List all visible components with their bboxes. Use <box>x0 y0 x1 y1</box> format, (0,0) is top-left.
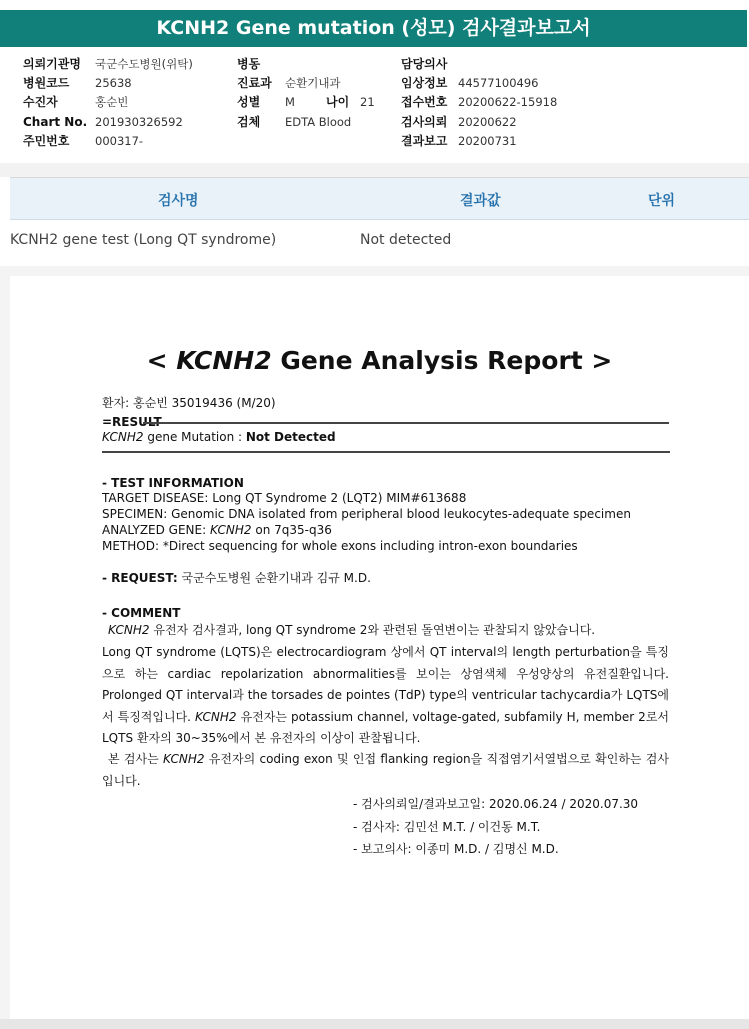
comment3-text2: 유전자의 coding exon 및 인접 flanking region을 직접염기서열법으로 확인하는 검사입니다. <box>102 752 669 788</box>
comment-paragraph-3 <box>102 749 669 792</box>
header-result: 결과값 <box>460 193 501 209</box>
heading-gene: KCNH2 <box>176 346 272 375</box>
report-date-value: 20200731 <box>458 134 517 148</box>
comment3-text: 본 검사는 <box>108 752 163 766</box>
header-test-name: 검사명 <box>158 193 199 209</box>
ward-label: 병동 <box>237 57 261 71</box>
chart-no-label: Chart No. <box>23 115 88 129</box>
divider-band-2 <box>0 266 749 276</box>
result-rule-bottom <box>102 451 670 453</box>
clinical-info-value: 44577100496 <box>458 76 539 90</box>
result-rule-top <box>143 422 669 424</box>
analyzed-gene-line <box>102 522 332 539</box>
sex-label: 성별 <box>237 95 261 109</box>
report-document <box>10 276 749 1019</box>
test-info-heading: - TEST INFORMATION <box>102 476 244 490</box>
analyzed-suffix: on 7q35-q36 <box>251 523 332 537</box>
receipt-no-label: 접수번호 <box>401 95 448 109</box>
comment3-gene: KCNH2 <box>162 752 205 766</box>
analyzed-prefix: ANALYZED GENE: <box>102 523 210 537</box>
age-value: 21 <box>360 95 375 109</box>
comment-paragraph-2 <box>102 642 669 750</box>
patient-name-label: 수진자 <box>23 95 58 109</box>
result-gene: KCNH2 <box>102 430 144 444</box>
specimen-label: 검체 <box>237 115 261 129</box>
sign-dates: - 검사의뢰일/결과보고일: 2020.06.24 / 2020.07.30 <box>353 797 639 811</box>
institution-value: 국군수도병원(위탁) <box>95 57 193 71</box>
request-value: 국군수도병원 순환기내과 김규 M.D. <box>177 571 371 585</box>
patient-info-panel <box>0 47 749 165</box>
patient-name-value: 홍순빈 <box>95 95 129 109</box>
comment-paragraph-1 <box>102 620 669 642</box>
comment1-gene: KCNH2 <box>108 623 150 637</box>
sex-value: M <box>285 95 295 109</box>
department-label: 진료과 <box>237 76 272 90</box>
request-date-value: 20200622 <box>458 115 517 129</box>
bottom-bar <box>0 1019 749 1029</box>
target-disease-line: TARGET DISEASE: Long QT Syndrome 2 (LQT2) MIM#613688 <box>102 491 467 505</box>
comment2-gene: KCNH2 <box>195 709 237 724</box>
heading-prefix: < <box>146 346 177 375</box>
request-date-label: 검사의뢰 <box>401 115 448 129</box>
divider-band <box>0 163 749 177</box>
department-value: 순환기내과 <box>285 76 341 90</box>
specimen-line: SPECIMEN: Genomic DNA isolated from peripheral blood leukocytes-adequate specimen <box>102 507 631 521</box>
request-line <box>102 570 371 587</box>
comment2-text2: 유전자는 potassium channel, voltage-gated, subfamily H, member 2로서 LQTS 환자의 30~35%에서 본 유전자의 이상이 관찰됩니다. <box>102 709 670 745</box>
resident-no-label: 주민번호 <box>23 134 70 148</box>
row-result: Not detected <box>360 232 452 248</box>
comment1-text: 유전자 검사결과, long QT syndrome 2와 관련된 돌연변이는 관찰되지 않았습니다. <box>149 623 596 637</box>
report-heading <box>10 346 749 375</box>
sign-doctors: - 보고의사: 이종미 M.D. / 김명신 M.D. <box>353 842 559 856</box>
resident-no-value: 000317- <box>95 134 144 148</box>
report-title: KCNH2 Gene mutation (성모) 검사결과보고서 <box>156 17 591 39</box>
header-unit: 단위 <box>648 193 676 209</box>
result-heading: =RESULT <box>102 415 162 429</box>
result-line <box>102 429 336 446</box>
hospital-code-value: 25638 <box>95 76 132 90</box>
age-label: 나이 <box>326 95 350 109</box>
hospital-code-label: 병원코드 <box>23 76 70 90</box>
result-value: Not Detected <box>245 430 336 444</box>
institution-label: 의뢰기관명 <box>23 57 81 71</box>
comment-heading: - COMMENT <box>102 606 181 620</box>
comment2-text: Long QT syndrome (LQTS)은 electrocardiogram 상에서 QT interval의 length perturbation을 특징으로 하는 cardiac repolarization abnormalities를 보이는 상염색체 우성양상의 유전질환입니다. Prolonged QT interval과 the torsades de pointes (TdP) type의 ventricular tachycardia가 LQTS에서 특징적입니다. <box>102 645 669 724</box>
clinical-info-label: 임상정보 <box>401 76 448 90</box>
result-text: gene Mutation : <box>143 430 246 444</box>
heading-suffix: Gene Analysis Report > <box>271 346 613 375</box>
row-test-name: KCNH2 gene test (Long QT syndrome) <box>10 232 277 248</box>
result-table <box>10 177 749 266</box>
report-date-label: 결과보고 <box>401 134 448 148</box>
patient-line: 환자: 홍순빈 35019436 (M/20) <box>102 396 276 410</box>
specimen-value: EDTA Blood <box>285 115 352 129</box>
request-label: - REQUEST: <box>102 571 178 585</box>
table-header <box>10 178 749 220</box>
method-line: METHOD: *Direct sequencing for whole exons including intron-exon boundaries <box>102 539 578 553</box>
chart-no-value: 201930326592 <box>95 115 183 129</box>
doctor-label: 담당의사 <box>401 57 448 71</box>
analyzed-gene: KCNH2 <box>209 523 252 537</box>
sign-testers: - 검사자: 김민선 M.T. / 이건동 M.T. <box>353 820 541 834</box>
report-title-bar <box>0 10 747 47</box>
left-margin <box>0 276 10 1019</box>
receipt-no-value: 20200622-15918 <box>458 95 558 109</box>
